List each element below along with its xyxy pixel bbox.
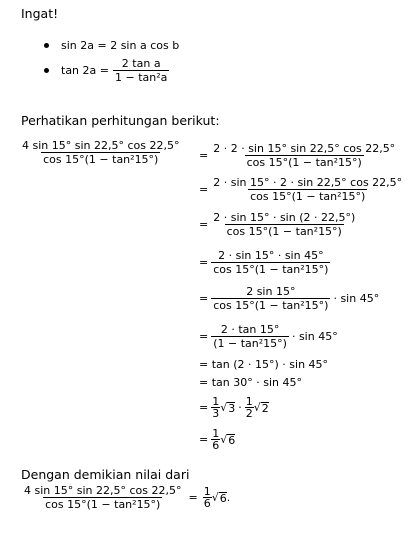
sqrt-icon: √ — [211, 491, 219, 504]
perhatikan-text: Perhatikan perhitungan berikut: — [21, 113, 220, 128]
step-5-den: cos 15°(1 − tan²15°) — [213, 299, 329, 312]
step-3: = $\frac{2 \cdot \sin 15^\circ \cdot \sin (2 \cdot 22,5^\circ)}{\text{cos 15°(1 − tan²15°)}}$ — [199, 211, 356, 238]
step-2: = $\frac{2 \cdot \sin 15^\circ \cdot 2 \cdot \sin 22,5^\circ \cos 22,5^\circ}{\text{cos 15°(1 − tan²15°)}}$ — [199, 176, 403, 203]
conclusion-equation: $\frac{4 \sin 15^\circ \sin 22,5^\circ \cos 22,5^\circ}{\text{cos 15°(1 − tan²15°)}}$ = $\frac{1}{6}$ √ 6 . — [24, 484, 231, 511]
lhs-fraction — [20, 140, 182, 165]
step-1-den: cos 15°(1 − tan²15°) — [246, 156, 362, 169]
heading-ingat: Ingat! — [21, 6, 59, 21]
formula-tan-den: 1 − tan²a — [114, 71, 168, 84]
lhs-num: 4 sin 15° sin 22,5° cos 22,5° — [22, 139, 180, 152]
concl-res-num: 1 — [203, 485, 211, 498]
step-10-den: 6 — [212, 439, 220, 452]
sqrt-icon: √ — [220, 401, 228, 414]
step-10: = $\frac{1}{6}$ √ 6 — [199, 427, 236, 452]
step-5-num: 2 sin 15° — [246, 285, 296, 298]
sqrt-icon: √ — [220, 433, 228, 446]
bullet-dot — [44, 68, 49, 73]
bullet-dot — [44, 43, 49, 48]
step-9-frac-b-den: 2 — [245, 407, 253, 420]
step-2-num: 2 · sin 15° · 2 · sin 22,5° cos 22,5° — [213, 176, 403, 189]
step-5-tail: · sin 45° — [333, 292, 380, 305]
step-9-frac-b-num: 1 — [245, 395, 253, 408]
step-9-radicand-a: 3 — [228, 401, 236, 415]
step-4: = $\frac{2 \cdot \sin 15^\circ \cdot \sin 45^\circ}{\text{cos 15°(1 − tan²15°)}}$ — [199, 249, 329, 276]
step-10-radicand: 6 — [228, 433, 236, 447]
step-4-num: 2 · sin 15° · sin 45° — [218, 249, 324, 262]
concl-radicand: 6 — [219, 491, 227, 505]
step-3-num: 2 · sin 15° · sin (2 · 22,5°) — [213, 211, 356, 224]
step-9-frac-a-den: 3 — [212, 407, 220, 420]
concl-num: 4 sin 15° sin 22,5° cos 22,5° — [24, 484, 182, 497]
bullet-formula-tan — [44, 58, 169, 83]
step-8: = tan 30° · sin 45° — [199, 376, 302, 389]
formula-tan-num: 2 tan a — [121, 57, 161, 70]
step-6-tail: · sin 45° — [291, 330, 338, 343]
step-9-frac-a-num: 1 — [212, 395, 220, 408]
step-9-radicand-b: 2 — [261, 401, 269, 415]
formula-sin-double: sin 2a = 2 sin a cos b — [61, 39, 180, 52]
lhs-den: cos 15°(1 − tan²15°) — [43, 153, 159, 166]
step-6-num: 2 · tan 15° — [220, 323, 280, 336]
concl-den: cos 15°(1 − tan²15°) — [45, 498, 161, 511]
bullet-formula-sin — [44, 40, 179, 51]
step-1: = $\frac{2 \cdot 2 \cdot \sin 15^\circ \sin 22,5^\circ \cos 22,5^\circ}{\text{cos 15°(1 − tan²15°)}}$ — [199, 142, 396, 169]
step-4-den: cos 15°(1 − tan²15°) — [213, 263, 329, 276]
step-2-den: cos 15°(1 − tan²15°) — [250, 190, 366, 203]
concl-period: . — [226, 491, 231, 504]
step-7: = tan (2 · 15°) · sin 45° — [199, 358, 329, 371]
concl-res-den: 6 — [203, 497, 211, 510]
formula-tan-fraction — [113, 58, 169, 83]
step-10-num: 1 — [212, 427, 220, 440]
step-9: = $\frac{1}{3}$ √ 3 · $\frac{1}{2}$ √ 2 — [199, 395, 269, 420]
step-1-num: 2 · 2 · sin 15° sin 22,5° cos 22,5° — [213, 142, 396, 155]
conclusion-text: Dengan demikian nilai dari — [21, 467, 190, 482]
main-equation-lhs — [20, 140, 182, 165]
step-5: = $\frac{2 \sin 15^\circ}{\text{cos 15°(1 − tan²15°)}}$ · sin 45° — [199, 285, 380, 312]
step-6: = $\frac{2 \cdot \tan 15^\circ}{\text{(1 − tan²15°)}}$ · sin 45° — [199, 323, 338, 350]
step-3-den: cos 15°(1 − tan²15°) — [226, 225, 342, 238]
step-6-den: (1 − tan²15°) — [213, 337, 287, 350]
formula-tan-lhs: tan 2a = — [61, 64, 109, 77]
sqrt-icon: √ — [253, 401, 261, 414]
